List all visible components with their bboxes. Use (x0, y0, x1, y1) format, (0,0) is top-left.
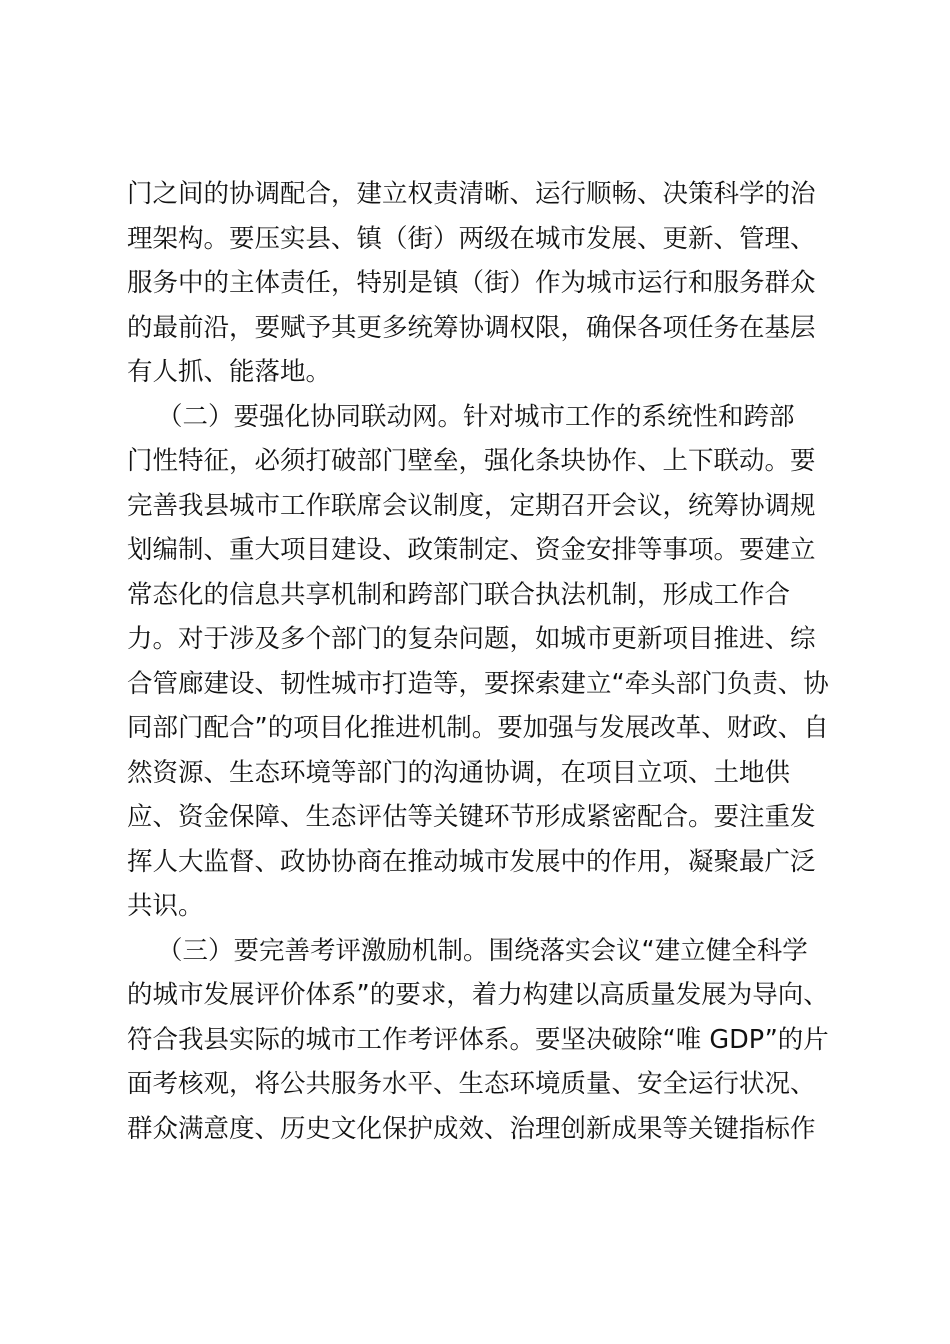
text-line: 的最前沿，要赋予其更多统筹协调权限，确保各项任务在基层 (127, 312, 816, 343)
section-heading-line: （二）要强化协同联动网。针对城市工作的系统性和跨部 (157, 401, 795, 432)
text-line: 划编制、重大项目建设、政策制定、资金安排等事项。要建立 (127, 535, 816, 565)
text-line: 理架构。要压实县、镇（街）两级在城市发展、更新、管理、 (127, 223, 816, 254)
text-line: 面考核观，将公共服务水平、生态环境质量、安全运行状况、 (127, 1069, 816, 1099)
text-line: 力。对于涉及多个部门的复杂问题，如城市更新项目推进、综 (127, 624, 816, 654)
body-text (127, 172, 839, 1151)
text-line: 同部门配合”的项目化推进机制。要加强与发展改革、财政、自 (127, 713, 829, 743)
text-line: 合管廊建设、韧性城市打造等，要探索建立“牵头部门负责、协 (127, 668, 829, 699)
text-line: 群众满意度、历史文化保护成效、治理创新成果等关键指标作 (127, 1113, 816, 1144)
text-line: 门性特征，必须打破部门壁垒，强化条块协作、上下联动。要 (127, 446, 816, 476)
section-heading-line: （三）要完善考评激励机制。围绕落实会议“建立健全科学 (157, 935, 808, 966)
text-line: 共识。 (127, 891, 204, 921)
text-line: 服务中的主体责任，特别是镇（街）作为城市运行和服务群众 (127, 268, 816, 298)
text-line: 完善我县城市工作联席会议制度，定期召开会议，统筹协调规 (127, 490, 816, 521)
text-line: 门之间的协调配合，建立权责清晰、运行顺畅、决策科学的治 (127, 179, 816, 209)
text-line: 常态化的信息共享机制和跨部门联合执法机制，形成工作合 (127, 579, 791, 610)
text-line: 的城市发展评价体系”的要求，着力构建以高质量发展为导向、 (127, 980, 829, 1010)
text-line: 然资源、生态环境等部门的沟通协调，在项目立项、土地供 (127, 757, 791, 788)
text-line: 符合我县实际的城市工作考评体系。要坚决破除“唯 GDP”的片 (127, 1024, 829, 1055)
text-line: 应、资金保障、生态评估等关键环节形成紧密配合。要注重发 (127, 802, 816, 832)
text-line: 挥人大监督、政协协商在推动城市发展中的作用，凝聚最广泛 (127, 846, 816, 877)
text-line: 有人抓、能落地。 (127, 357, 332, 387)
